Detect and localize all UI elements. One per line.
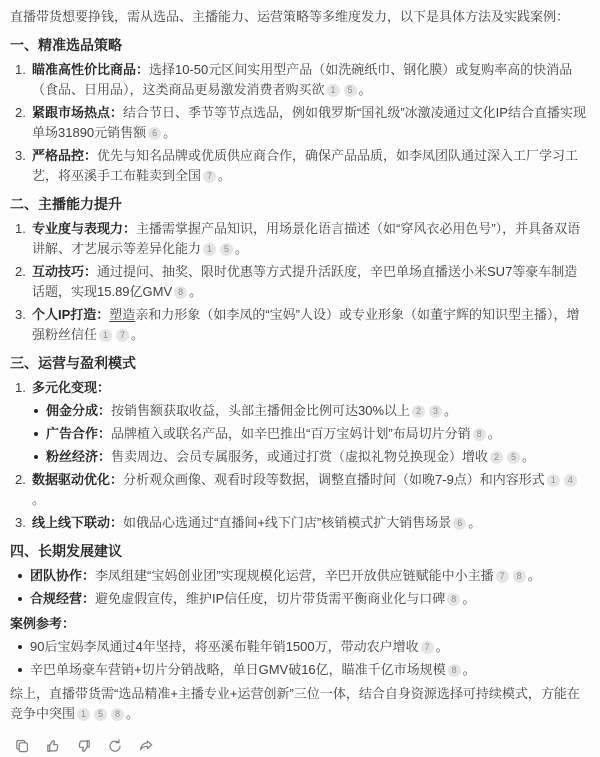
item-text: 佣金分成：按销售额获取收益，头部主播佣金比例可达30%以上 2 3 。 xyxy=(46,403,458,418)
answer-blocks xyxy=(10,35,590,724)
section-heading: 二、主播能力提升 xyxy=(10,196,122,212)
list-item xyxy=(10,447,590,467)
thumbs-up-button[interactable] xyxy=(43,737,63,757)
item-text: 互动技巧：通过提问、抽奖、限时优惠等方式提升活跃度，辛巴单场直播送小米SU7等豪车制造话题，实现15.89亿GMV 8 。 xyxy=(32,264,578,299)
list-item xyxy=(10,219,590,259)
list-number: 2. xyxy=(15,105,26,120)
citation-badge[interactable]: 5 xyxy=(220,243,233,256)
item-label: 严格品控： xyxy=(32,148,98,163)
regenerate-icon xyxy=(107,738,123,757)
list-number: 2. xyxy=(15,472,26,487)
list-item xyxy=(10,262,590,302)
list-number: 3. xyxy=(15,515,26,530)
list-number: 2. xyxy=(15,264,26,279)
item-text: 线上线下联动：如俄品心选通过“直播间+线下门店”核销模式扩大销售场景 6 。 xyxy=(32,515,482,530)
section-heading: 一、精准选品策略 xyxy=(10,37,122,53)
item-text: 个人IP打造：塑造亲和力形象（如李凤的“宝妈”人设）或专业形象（如董宇辉的知识型主播），增强粉丝信任 1 7 。 xyxy=(32,307,580,342)
list-item xyxy=(10,60,590,100)
list-item xyxy=(10,660,590,680)
item-label: 专业度与表现力： xyxy=(32,221,137,236)
item-label: 数据驱动优化： xyxy=(32,472,124,487)
item-text: 粉丝经济：售卖周边、会员专属服务，或通过打赏（虚拟礼物兑换现金）增收 2 5 。 xyxy=(46,449,536,464)
bullet-dot xyxy=(18,574,22,578)
citation-badge[interactable]: 2 xyxy=(412,405,425,418)
share-icon xyxy=(138,738,154,757)
citation-badge[interactable]: 1 xyxy=(99,329,112,342)
list-item xyxy=(10,470,590,510)
copy-button[interactable] xyxy=(12,737,32,757)
list-item xyxy=(10,637,590,657)
list-item xyxy=(10,146,590,186)
summary-paragraph xyxy=(10,684,590,724)
item-label: 瞄准高性价比商品： xyxy=(32,62,150,77)
list-number: 1. xyxy=(15,380,26,395)
item-text: 广告合作：品牌植入或联名产品，如辛巴推出“百万宝妈计划”布局切片分销 8 。 xyxy=(46,426,501,441)
item-label: 多元化变现： xyxy=(32,380,111,395)
citation-badge[interactable]: 4 xyxy=(564,474,577,487)
item-label: 佣金分成： xyxy=(46,403,112,418)
bullet-dot xyxy=(34,409,38,413)
citation-badge[interactable]: 8 xyxy=(447,593,460,606)
thumbs-down-icon xyxy=(76,738,92,757)
citation-badge[interactable]: 1 xyxy=(77,708,90,721)
item-text: 专业度与表现力：主播需掌握产品知识，用场景化语言描述（如“穿风衣必用色号”），并具备双语讲解、才艺展示等差异化能力 1 5 。 xyxy=(32,221,581,256)
citation-badge[interactable]: 7 xyxy=(421,641,434,654)
citation-badge[interactable]: 8 xyxy=(473,428,486,441)
list-item xyxy=(10,424,590,444)
list-item xyxy=(10,513,590,533)
citation-badge[interactable]: 2 xyxy=(490,451,503,464)
section-heading: 四、长期发展建议 xyxy=(10,543,122,559)
item-text: 数据驱动优化：分析观众画像、观看时段等数据，调整直播时间（如晚7-9点）和内容形式 1 4。 xyxy=(32,470,590,510)
citation-badge[interactable]: 5 xyxy=(94,708,107,721)
case-reference-label: 案例参考： xyxy=(10,616,76,631)
item-label: 粉丝经济： xyxy=(46,449,112,464)
list-number: 3. xyxy=(15,307,26,322)
citation-badge[interactable]: 3 xyxy=(429,405,442,418)
item-text: 瞄准高性价比商品：选择10-50元区间实用型产品（如洗碗纸巾、钢化膜）或复购率高的快消品（食品、日用品），这类商品更易激发消费者购买欲 1 5 。 xyxy=(32,62,573,97)
message-toolbar xyxy=(10,728,590,757)
item-text: 团队协作：李凤组建“宝妈创业团”实现规模化运营，辛巴开放供应链赋能中小主播 7 8 。 xyxy=(30,568,541,583)
item-label: 合规经营： xyxy=(30,591,96,606)
item-text: 综上，直播带货需“选品精准+主播专业+运营创新”三位一体，结合自身资源选择可持续模式，方能在竞争中突围 1 5 8 。 xyxy=(10,686,580,721)
citation-badge[interactable]: 1 xyxy=(327,84,340,97)
bullet-dot xyxy=(34,455,38,459)
thumbs-down-button[interactable] xyxy=(74,737,94,757)
item-label: 个人IP打造： xyxy=(32,307,110,322)
list-item xyxy=(10,566,590,586)
item-text: 严格品控：优先与知名品牌或优质供应商合作，确保产品品质，如李凤团队通过深入工厂学习工艺，将巫溪手工布鞋卖到全国 7 。 xyxy=(32,148,579,183)
citation-badge[interactable]: 6 xyxy=(148,127,161,140)
citation-badge[interactable]: 8 xyxy=(111,708,124,721)
intro-paragraph: 直播带货想要挣钱，需从选品、主播能力、运营策略等多维度发力，以下是具体方法及实践案例： xyxy=(10,9,570,24)
item-label: 互动技巧： xyxy=(32,264,98,279)
item-text: 辛巴单场豪车营销+切片分销战略，单日GMV破16亿，瞄准千亿市场规模 8 。 xyxy=(30,662,476,677)
list-item xyxy=(10,401,590,421)
list-item xyxy=(10,589,590,609)
item-label: 团队协作： xyxy=(30,568,96,583)
item-text: 90后宝妈李凤通过4年坚持，将巫溪布鞋年销1500万，带动农户增收 7 。 xyxy=(30,639,449,654)
item-label: 广告合作： xyxy=(46,426,112,441)
copy-icon xyxy=(14,738,30,757)
citation-badge[interactable]: 5 xyxy=(507,451,520,464)
item-label: 紧跟市场热点： xyxy=(32,105,124,120)
item-text xyxy=(32,378,590,398)
bullet-dot xyxy=(18,645,22,649)
section-heading: 三、运营与盈利模式 xyxy=(10,355,136,371)
list-item xyxy=(10,378,590,398)
citation-badge[interactable]: 8 xyxy=(448,664,461,677)
citation-badge[interactable]: 6 xyxy=(453,517,466,530)
list-number: 1. xyxy=(15,221,26,236)
bullet-dot xyxy=(18,668,22,672)
citation-badge[interactable]: 7 xyxy=(203,170,216,183)
citation-badge[interactable]: 8 xyxy=(174,286,187,299)
citation-badge[interactable]: 1 xyxy=(547,474,560,487)
bullet-dot xyxy=(34,432,38,436)
list-item xyxy=(10,103,590,143)
list-number: 3. xyxy=(15,148,26,163)
citation-badge[interactable]: 1 xyxy=(203,243,216,256)
item-label: 线上线下联动： xyxy=(32,515,124,530)
item-text: 合规经营：避免虚假宣传，维护IP信任度，切片带货需平衡商业化与口碑 8 。 xyxy=(30,591,476,606)
list-number: 1. xyxy=(15,62,26,77)
regenerate-button[interactable] xyxy=(105,737,125,757)
citation-badge[interactable]: 7 xyxy=(116,329,129,342)
citation-badge[interactable]: 8 xyxy=(513,570,526,583)
thumbs-up-icon xyxy=(45,738,61,757)
bullet-dot xyxy=(18,597,22,601)
item-text: 紧跟市场热点：结合节日、季节等节点选品，例如俄罗斯“国礼级”冰激凌通过文化IP结合直播实现单场31890元销售额 6 。 xyxy=(32,105,586,140)
citation-badge[interactable]: 7 xyxy=(496,570,509,583)
list-item xyxy=(10,305,590,345)
share-button[interactable] xyxy=(136,737,156,757)
citation-badge[interactable]: 5 xyxy=(344,84,357,97)
